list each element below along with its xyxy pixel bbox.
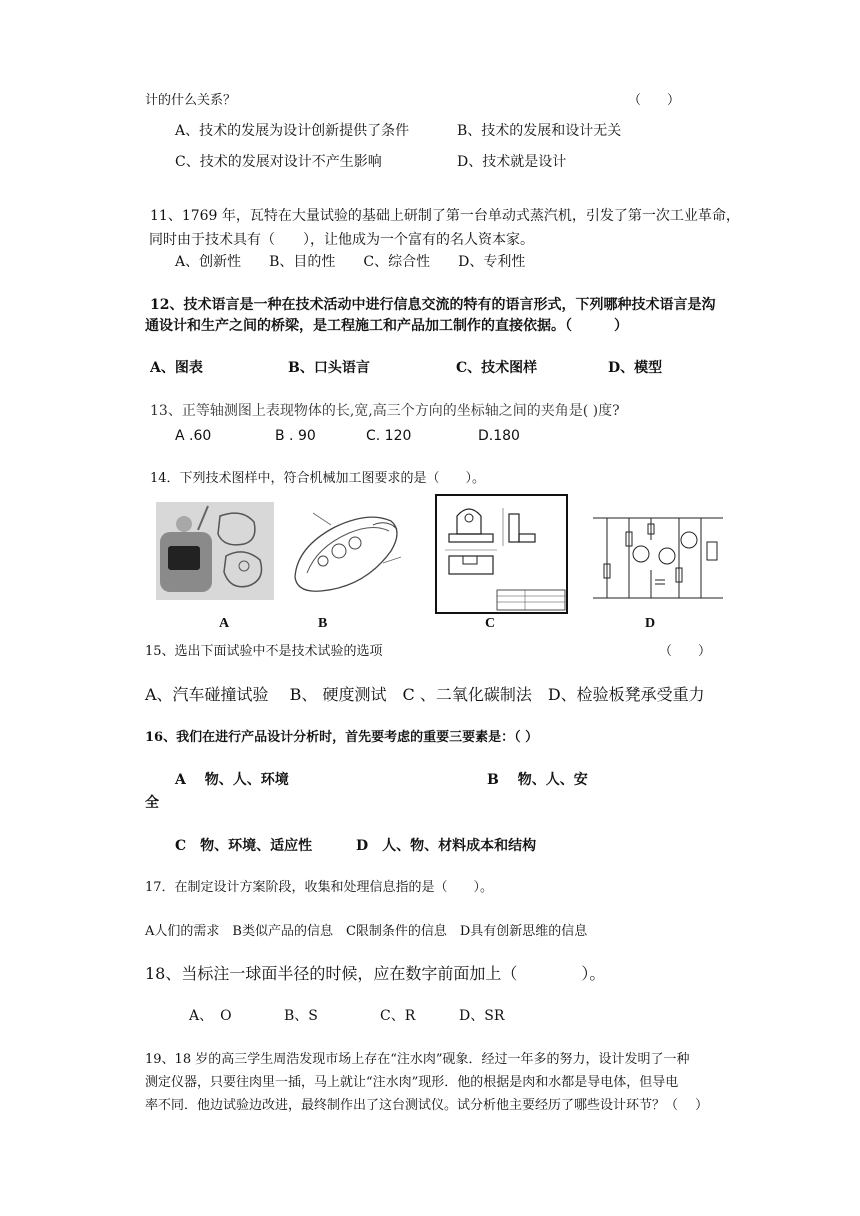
q13-option-d: D.180 [478,428,520,444]
q18-option-d: D、SR [459,1008,505,1024]
q10-answer-paren: （ ） [628,93,681,108]
q16-option-b-wrap: 全 [145,795,159,811]
q18-option-c: C、R [380,1008,416,1024]
q14-stem: 14．下列技术图样中，符合机械加工图要求的是（ ）。 [150,471,486,486]
q14-image-c [435,494,568,614]
q11-stem-line2: 同时由于技术具有（ ），让他成为一个富有的名人资本家。 [149,232,534,248]
q14-image-b [287,503,407,607]
q19-stem-line3: 率不同．他边试验边改进，最终制作出了这台测试仪。试分析他主要经历了哪些设计环节？（ ） [145,1098,709,1113]
q18-option-a: A、 O [189,1008,232,1024]
q18-stem: 18、当标注一球面半径的时候，应在数字前面加上（ ）。 [145,964,606,983]
q12-stem-line2: 通设计和生产之间的桥梁，是工程施工和产品加工制作的直接依据。（ ） [145,318,628,334]
q11-options: A、创新性 B、目的性 C、综合性 D、专利性 [175,254,526,270]
q12-option-c: C、技术图样 [456,360,538,376]
q10-stem-tail: 计的什么关系？ [145,93,237,108]
q12-option-d: D、模型 [608,360,663,376]
q19-stem-line1: 19、18 岁的高三学生周浩发现市场上存在“注水肉”砚象．经过一年多的努力，设计发明了一种 [145,1052,690,1067]
q13-stem: 13、正等轴测图上表现物体的长,宽,高三个方向的坐标轴之间的夹角是( )度? [150,403,620,419]
q16-option-d: D 人、物、材料成本和结构 [356,838,537,854]
q14-image-a [156,502,274,600]
q17-options: A人们的需求 B类似产品的信息 C限制条件的信息 D具有创新思维的信息 [145,924,588,939]
q12-option-a: A、图表 [150,360,203,376]
q14-label-c: C [485,616,496,631]
q19-stem-line2: 测定仪器，只要往肉里一插，马上就让“注水肉”现形．他的根据是肉和水都是导电体，但导电 [145,1075,679,1090]
q14-label-b: B [318,616,328,631]
q15-answer-paren: （ ） [659,644,712,659]
q13-option-a: A .60 [175,428,212,444]
q13-option-b: B . 90 [275,428,316,444]
q14-label-d: D [645,616,656,631]
q10-option-a: A、技术的发展为设计创新提供了条件 [175,123,410,139]
q12-stem-line1: 12、技术语言是一种在技术活动中进行信息交流的特有的语言形式，下列哪种技术语言是沟 [150,297,716,313]
q15-options: A、汽车碰撞试验 B、 硬度测试 C 、二氧化碳制法 D、检验板凳承受重力 [145,685,705,704]
q11-stem-line1: 11、1769 年，瓦特在大量试验的基础上研制了第一台单动式蒸汽机，引发了第一次工业革命， [150,208,740,224]
q14-label-a: A [219,616,230,631]
q10-option-b: B、技术的发展和设计无关 [457,123,622,139]
q16-option-b: B 物、人、安 [487,772,588,788]
q10-option-d: D、技术就是设计 [457,154,567,170]
q17-stem: 17．在制定设计方案阶段，收集和处理信息指的是（ ）。 [145,880,494,895]
q16-stem: 16、我们在进行产品设计分析时，首先要考虑的重要三要素是：（ ） [145,730,539,745]
q18-option-b: B、S [284,1008,318,1024]
q16-option-a: A 物、人、环境 [175,772,289,788]
q15-stem: 15、选出下面试验中不是技术试验的选项 [145,644,383,659]
q10-option-c: C、技术的发展对设计不产生影响 [175,154,382,170]
q12-option-b: B、口头语言 [288,360,370,376]
q16-option-c: C 物、环境、适应性 [175,838,313,854]
q13-option-c: C. 120 [366,428,412,444]
q14-image-d [589,510,727,606]
